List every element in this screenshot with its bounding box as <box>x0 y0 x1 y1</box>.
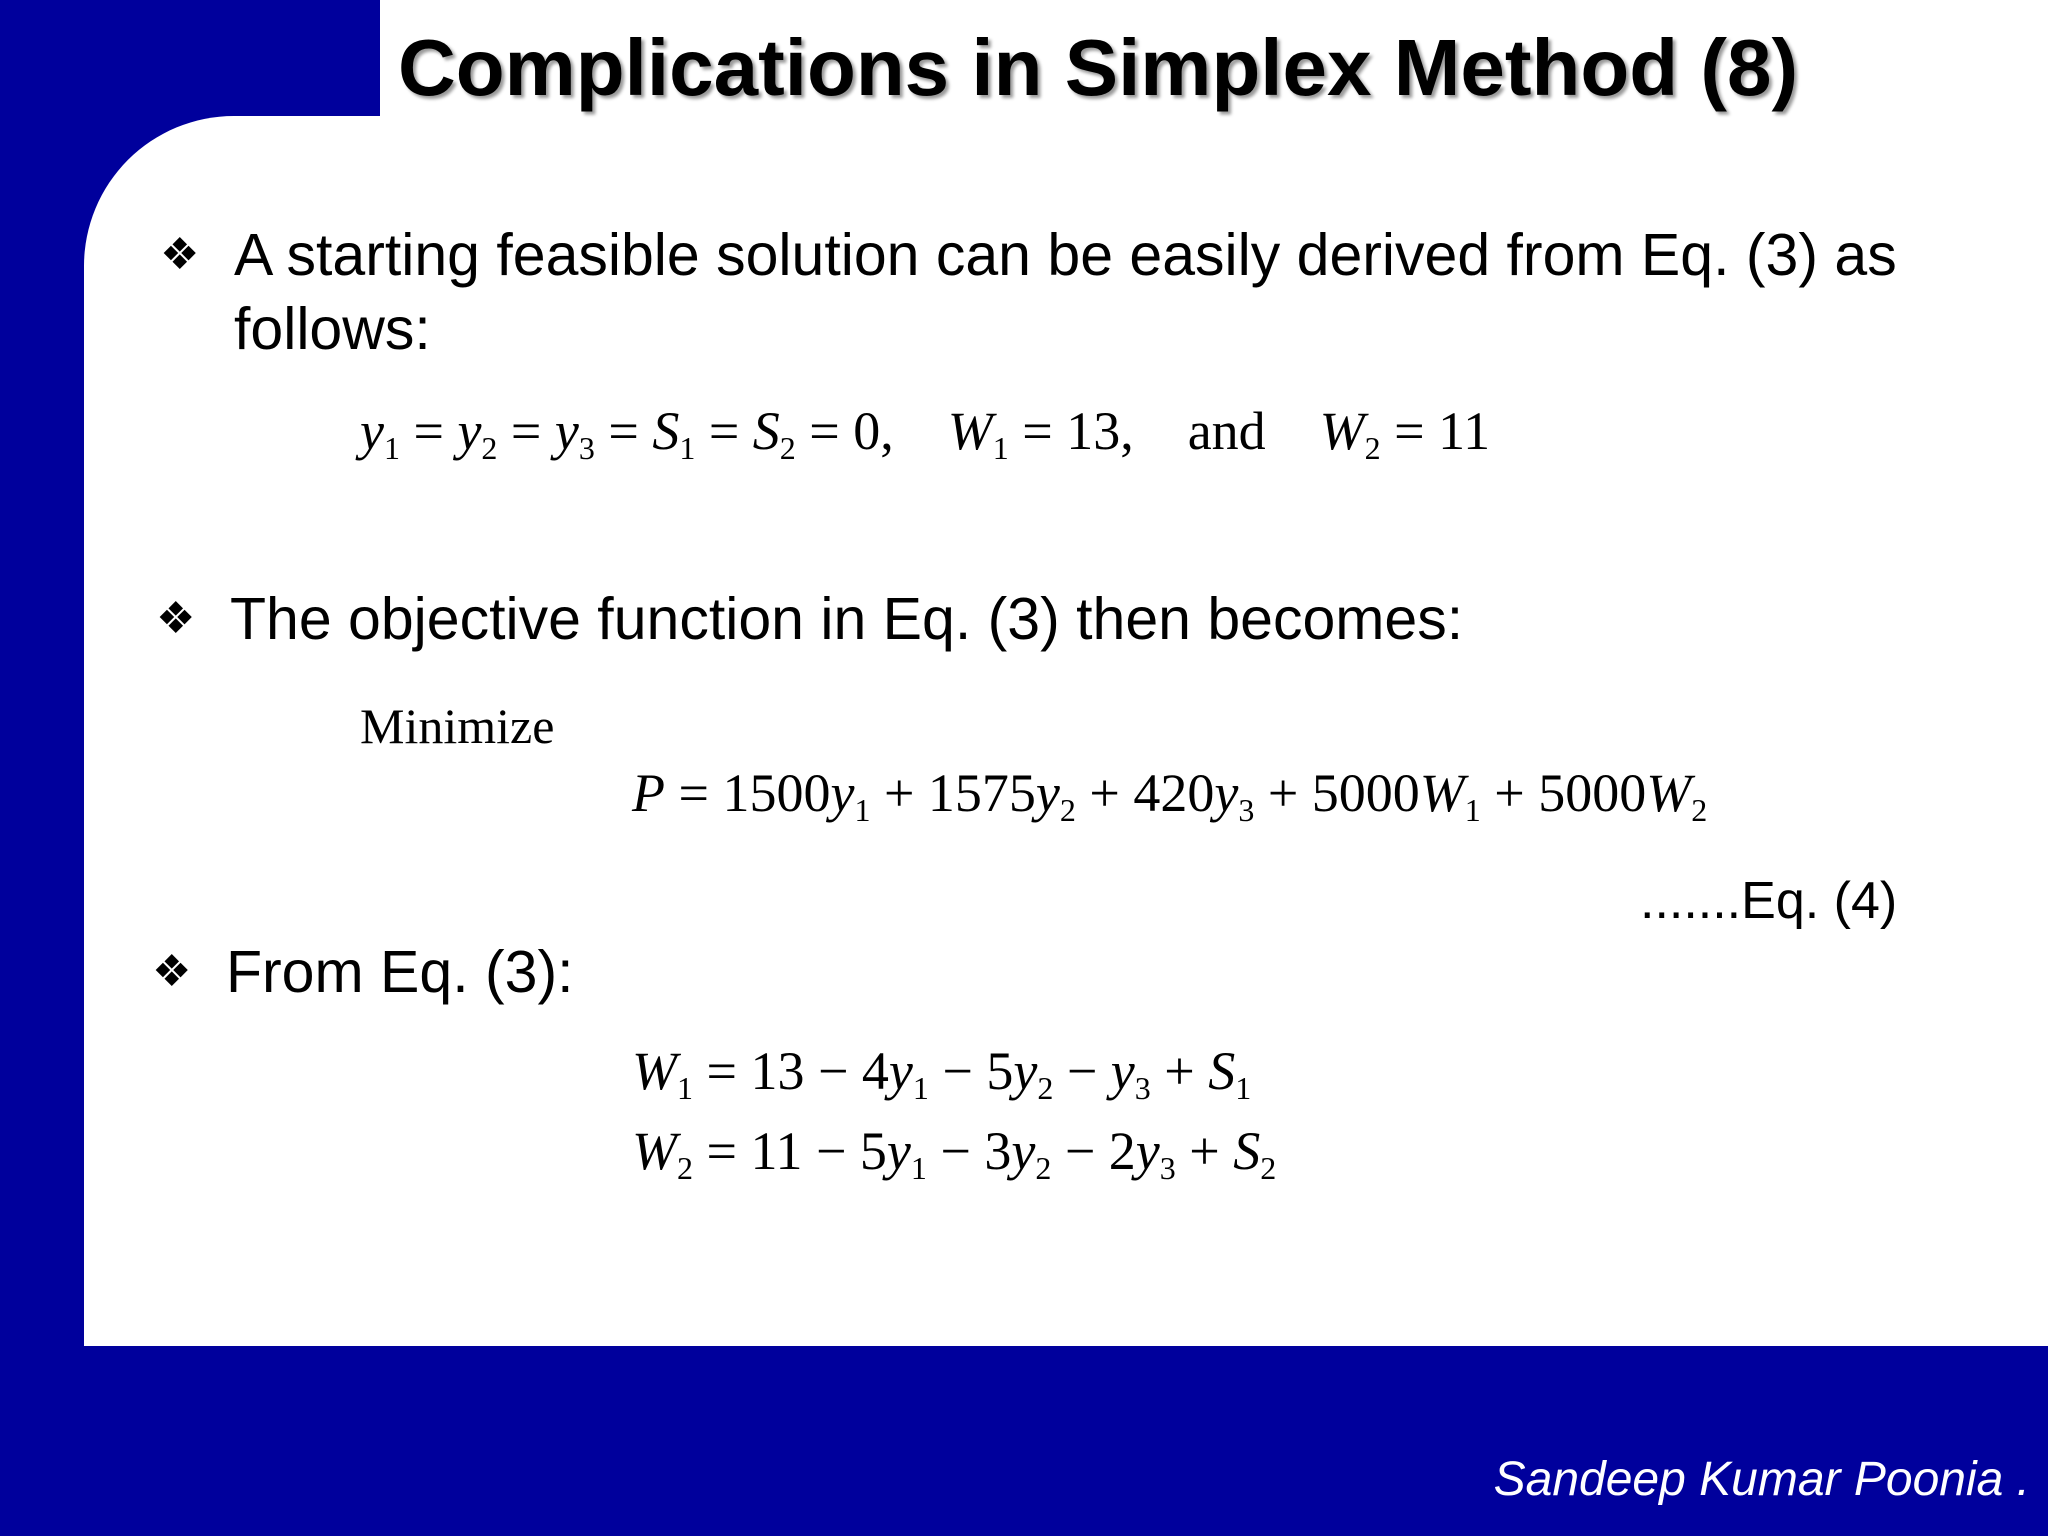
minimize-label: Minimize <box>360 698 555 754</box>
footer-author: Sandeep Kumar Poonia . <box>1493 1453 2030 1506</box>
bullet-diamond-icon: ❖ <box>156 594 196 643</box>
slide-title: Complications in Simplex Method (8) <box>398 23 1799 112</box>
equation-reference-label: .......Eq. (4) <box>1640 872 1898 930</box>
bullet-objective-function <box>156 582 1856 656</box>
equation-initial-solution: $y_1 = y_2 = y_3 = S_1 = S_2 = 0$, $W_1 = 13$, and $W_2 = 11$ <box>360 401 1491 466</box>
equation-w2: $W_2 = 11 - 5y_1 - 3y_2 - 2y_3 + S_2$ <box>632 1121 1277 1186</box>
bullet-text: The objective function in Eq. (3) then becomes: <box>230 586 1464 652</box>
equation-w1: $W_1 = 13 - 4y_1 - 5y_2 - y_3 + S_1$ <box>632 1041 1252 1106</box>
bullet-text: A starting feasible solution can be easily derived from Eq. (3) as follows: <box>234 222 1897 362</box>
equation-objective: $P = 1500y_1 + 1575y_2 + 420y_3 + 5000W_1 + 5000W_2$ <box>632 763 1708 828</box>
left-border-band <box>0 0 84 1536</box>
equation-conjunction: and <box>1187 401 1266 461</box>
bullet-diamond-icon: ❖ <box>160 230 200 279</box>
bullet-diamond-icon: ❖ <box>152 947 192 996</box>
bullet-starting-solution <box>160 218 2000 366</box>
bullet-from-eq3 <box>152 935 1052 1009</box>
top-left-band <box>0 0 380 116</box>
bullet-text: From Eq. (3): <box>226 939 574 1005</box>
